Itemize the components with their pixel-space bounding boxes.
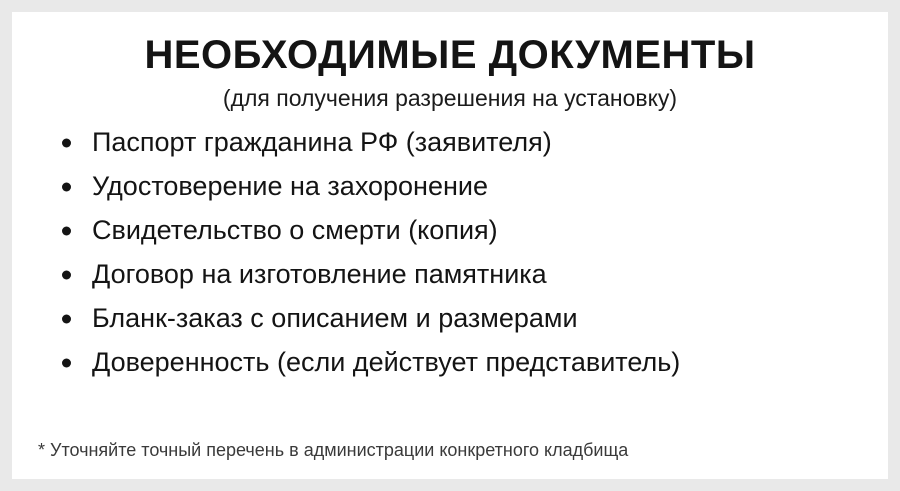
list-item [50, 129, 888, 156]
bullet-icon [62, 182, 71, 191]
page-title: НЕОБХОДИМЫЕ ДОКУМЕНТЫ [144, 33, 756, 77]
page-subtitle: (для получения разрешения на установку) [222, 85, 678, 111]
documents-list [12, 129, 888, 393]
bullet-icon [62, 314, 71, 323]
list-item [50, 173, 888, 200]
bullet-icon [62, 358, 71, 367]
list-item [50, 305, 888, 332]
bullet-icon [62, 270, 71, 279]
list-item [50, 261, 888, 288]
list-item [50, 349, 888, 376]
document-card [12, 12, 888, 479]
list-item-label: Свидетельство о смерти (копия) [92, 215, 498, 246]
list-item [50, 217, 888, 244]
list-item-label: Договор на изготовление памятника [92, 259, 547, 290]
list-item-label: Доверенность (если действует представитель) [92, 347, 681, 378]
list-item-label: Бланк-заказ с описанием и размерами [92, 303, 578, 334]
bullet-icon [62, 138, 71, 147]
footnote: * Уточняйте точный перечень в администрации конкретного кладбища [38, 440, 629, 461]
list-item-label: Паспорт гражданина РФ (заявителя) [92, 127, 552, 158]
list-item-label: Удостоверение на захоронение [92, 171, 488, 202]
bullet-icon [62, 226, 71, 235]
